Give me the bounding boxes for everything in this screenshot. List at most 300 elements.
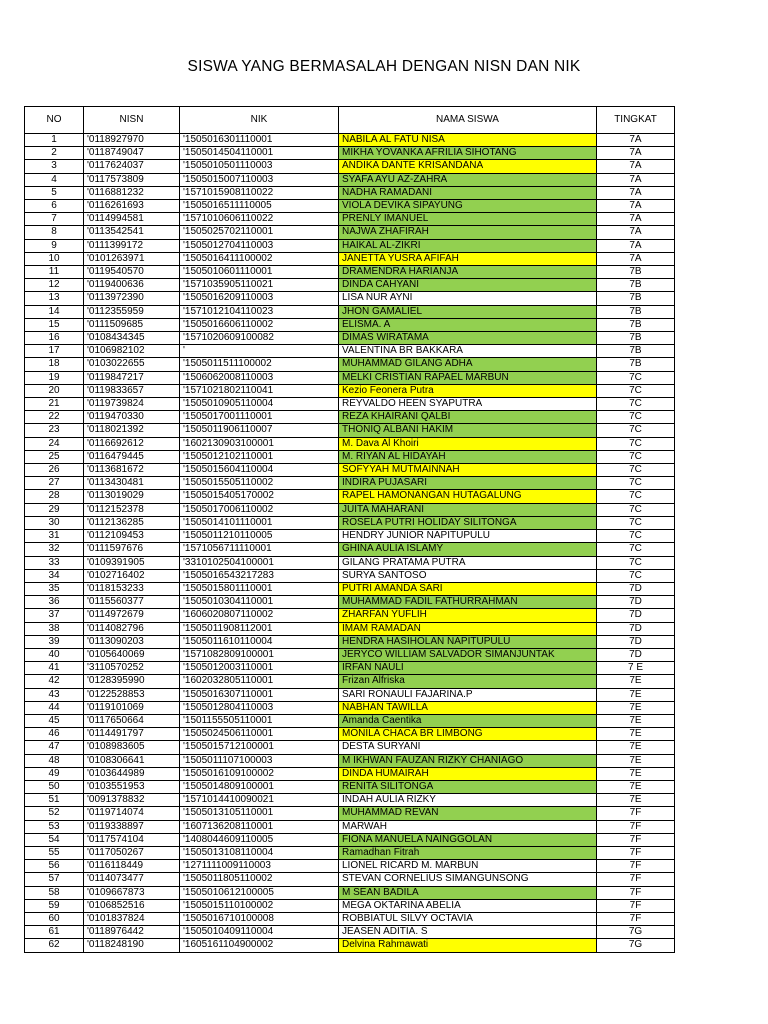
cell-tingkat: 7C bbox=[597, 437, 675, 450]
cell-nisn: '0112355959 bbox=[84, 305, 180, 318]
cell-no: 6 bbox=[25, 200, 84, 213]
table-row bbox=[25, 873, 675, 886]
cell-no: 19 bbox=[25, 371, 84, 384]
cell-tingkat: 7A bbox=[597, 252, 675, 265]
cell-nik: '1571082809100001 bbox=[180, 648, 339, 661]
table-row bbox=[25, 490, 675, 503]
table-row bbox=[25, 516, 675, 529]
cell-nama-siswa: REZA KHAIRANI QALBI bbox=[339, 411, 597, 424]
cell-nik: '1505011908112001 bbox=[180, 622, 339, 635]
cell-nama-siswa: RAPEL HAMONANGAN HUTAGALUNG bbox=[339, 490, 597, 503]
table-row bbox=[25, 398, 675, 411]
cell-nisn: '0113019029 bbox=[84, 490, 180, 503]
cell-nik: '3310102504100001 bbox=[180, 556, 339, 569]
cell-tingkat: 7B bbox=[597, 345, 675, 358]
cell-tingkat: 7 E bbox=[597, 662, 675, 675]
cell-no: 8 bbox=[25, 226, 84, 239]
cell-nik: '1571012104110023 bbox=[180, 305, 339, 318]
cell-tingkat: 7C bbox=[597, 398, 675, 411]
cell-no: 23 bbox=[25, 424, 84, 437]
cell-no: 21 bbox=[25, 398, 84, 411]
cell-tingkat: 7C bbox=[597, 450, 675, 463]
cell-nisn: '0112152378 bbox=[84, 503, 180, 516]
cell-nik: '1505011805110002 bbox=[180, 873, 339, 886]
table-row bbox=[25, 820, 675, 833]
cell-nisn: '0114073477 bbox=[84, 873, 180, 886]
cell-tingkat: 7C bbox=[597, 490, 675, 503]
cell-nama-siswa: NABILA AL FATU NISA bbox=[339, 134, 597, 147]
cell-no: 52 bbox=[25, 807, 84, 820]
cell-nama-siswa: GILANG PRATAMA PUTRA bbox=[339, 556, 597, 569]
cell-nama-siswa: INDIRA PUJASARI bbox=[339, 477, 597, 490]
cell-tingkat: 7B bbox=[597, 358, 675, 371]
cell-nik: '1505015712100001 bbox=[180, 741, 339, 754]
cell-tingkat: 7C bbox=[597, 543, 675, 556]
cell-no: 20 bbox=[25, 384, 84, 397]
cell-nama-siswa: ROSELA PUTRI HOLIDAY SILITONGA bbox=[339, 516, 597, 529]
cell-no: 24 bbox=[25, 437, 84, 450]
cell-nik: '1505016606110002 bbox=[180, 318, 339, 331]
cell-nik: '1505012003110001 bbox=[180, 662, 339, 675]
cell-no: 2 bbox=[25, 147, 84, 160]
cell-nik: '1606020807110002 bbox=[180, 609, 339, 622]
cell-no: 22 bbox=[25, 411, 84, 424]
cell-nama-siswa: PRENLY IMANUEL bbox=[339, 213, 597, 226]
cell-nik: '1505015405170002 bbox=[180, 490, 339, 503]
table-row bbox=[25, 886, 675, 899]
cell-nama-siswa: Frizan Alfriska bbox=[339, 675, 597, 688]
cell-nik: '1505012704110003 bbox=[180, 239, 339, 252]
cell-nik: '1571056711110001 bbox=[180, 543, 339, 556]
cell-nama-siswa: JHON GAMALIEL bbox=[339, 305, 597, 318]
cell-nik: '1505015604110004 bbox=[180, 464, 339, 477]
cell-nama-siswa: REYVALDO HEEN SYAPUTRA bbox=[339, 398, 597, 411]
cell-nik: '1505025702110001 bbox=[180, 226, 339, 239]
cell-no: 14 bbox=[25, 305, 84, 318]
cell-no: 54 bbox=[25, 833, 84, 846]
cell-tingkat: 7C bbox=[597, 477, 675, 490]
cell-nama-siswa: DRAMENDRA HARIANJA bbox=[339, 266, 597, 279]
cell-nik: '1505015110100002 bbox=[180, 899, 339, 912]
cell-nama-siswa: SYAFA AYU AZ-ZAHRA bbox=[339, 173, 597, 186]
cell-nik: '1505011107100003 bbox=[180, 754, 339, 767]
cell-nisn: '0103644989 bbox=[84, 767, 180, 780]
cell-no: 25 bbox=[25, 450, 84, 463]
cell-nama-siswa: Kezio Feonera Putra bbox=[339, 384, 597, 397]
cell-nisn: '0119540570 bbox=[84, 266, 180, 279]
cell-tingkat: 7F bbox=[597, 886, 675, 899]
cell-nama-siswa: ANDIKA DANTE KRISANDANA bbox=[339, 160, 597, 173]
table-row bbox=[25, 688, 675, 701]
cell-nama-siswa: DIMAS WIRATAMA bbox=[339, 332, 597, 345]
cell-nisn: '0117050267 bbox=[84, 846, 180, 859]
cell-no: 61 bbox=[25, 926, 84, 939]
cell-nisn: '0106982102 bbox=[84, 345, 180, 358]
student-table bbox=[24, 106, 675, 953]
cell-nisn: '0111597676 bbox=[84, 543, 180, 556]
cell-no: 45 bbox=[25, 714, 84, 727]
cell-tingkat: 7B bbox=[597, 292, 675, 305]
cell-nama-siswa: FIONA MANUELA NAINGGOLAN bbox=[339, 833, 597, 846]
cell-nisn: '0112136285 bbox=[84, 516, 180, 529]
cell-nik: '1505016307110001 bbox=[180, 688, 339, 701]
cell-no: 57 bbox=[25, 873, 84, 886]
cell-nisn: '0116261693 bbox=[84, 200, 180, 213]
cell-tingkat: 7C bbox=[597, 424, 675, 437]
cell-no: 55 bbox=[25, 846, 84, 859]
cell-nik: '1505016411100002 bbox=[180, 252, 339, 265]
cell-no: 30 bbox=[25, 516, 84, 529]
table-row bbox=[25, 384, 675, 397]
cell-nik: '1607136208110001 bbox=[180, 820, 339, 833]
cell-nisn: '0101263971 bbox=[84, 252, 180, 265]
cell-nama-siswa: ROBBIATUL SILVY OCTAVIA bbox=[339, 912, 597, 925]
table-row bbox=[25, 305, 675, 318]
cell-nisn: '0114994581 bbox=[84, 213, 180, 226]
table-row bbox=[25, 582, 675, 595]
cell-nik: '1605161104900002 bbox=[180, 939, 339, 952]
cell-nama-siswa: ELISMA. A bbox=[339, 318, 597, 331]
cell-tingkat: 7C bbox=[597, 384, 675, 397]
cell-nik: '1505012804110003 bbox=[180, 701, 339, 714]
cell-nisn: '0119470330 bbox=[84, 411, 180, 424]
cell-nik: '1602032805110001 bbox=[180, 675, 339, 688]
cell-no: 47 bbox=[25, 741, 84, 754]
cell-tingkat: 7F bbox=[597, 833, 675, 846]
table-row bbox=[25, 450, 675, 463]
cell-nama-siswa: MUHAMMAD FADIL FATHURRAHMAN bbox=[339, 596, 597, 609]
cell-no: 33 bbox=[25, 556, 84, 569]
cell-nisn: '0118976442 bbox=[84, 926, 180, 939]
cell-no: 62 bbox=[25, 939, 84, 952]
cell-nama-siswa: DESTA SURYANI bbox=[339, 741, 597, 754]
cell-nama-siswa: NAJWA ZHAFIRAH bbox=[339, 226, 597, 239]
cell-nik: '1505015505110002 bbox=[180, 477, 339, 490]
cell-no: 40 bbox=[25, 648, 84, 661]
cell-nik: '1505013108110004 bbox=[180, 846, 339, 859]
cell-tingkat: 7A bbox=[597, 147, 675, 160]
cell-nama-siswa: PUTRI AMANDA SARI bbox=[339, 582, 597, 595]
cell-nama-siswa: M. RIYAN AL HIDAYAH bbox=[339, 450, 597, 463]
cell-tingkat: 7B bbox=[597, 266, 675, 279]
cell-nik: '1505017001110001 bbox=[180, 411, 339, 424]
table-row bbox=[25, 794, 675, 807]
header-tingkat: TINGKAT bbox=[597, 107, 675, 134]
cell-nama-siswa: NABHAN TAWILLA bbox=[339, 701, 597, 714]
cell-nisn: '0106852516 bbox=[84, 899, 180, 912]
header-no: NO bbox=[25, 107, 84, 134]
cell-nisn: '0105640069 bbox=[84, 648, 180, 661]
cell-nik: '1602130903100001 bbox=[180, 437, 339, 450]
cell-nisn: '0117573809 bbox=[84, 173, 180, 186]
cell-nik: '1571015908110022 bbox=[180, 186, 339, 199]
table-row bbox=[25, 662, 675, 675]
cell-nama-siswa: LIONEL RICARD M. MARBUN bbox=[339, 860, 597, 873]
table-row bbox=[25, 424, 675, 437]
cell-no: 7 bbox=[25, 213, 84, 226]
table-row bbox=[25, 741, 675, 754]
cell-nama-siswa: DINDA HUMAIRAH bbox=[339, 767, 597, 780]
cell-nisn: '0114082796 bbox=[84, 622, 180, 635]
cell-no: 29 bbox=[25, 503, 84, 516]
cell-nisn: '0122528853 bbox=[84, 688, 180, 701]
cell-nisn: '3110570252 bbox=[84, 662, 180, 675]
cell-tingkat: 7D bbox=[597, 582, 675, 595]
cell-nama-siswa: JERYCO WILLIAM SALVADOR SIMANJUNTAK bbox=[339, 648, 597, 661]
table-row bbox=[25, 701, 675, 714]
cell-tingkat: 7A bbox=[597, 134, 675, 147]
cell-nama-siswa: THONIQ ALBANI HAKIM bbox=[339, 424, 597, 437]
cell-tingkat: 7C bbox=[597, 516, 675, 529]
cell-nisn: '0112109453 bbox=[84, 530, 180, 543]
cell-nisn: '0119400636 bbox=[84, 279, 180, 292]
cell-no: 3 bbox=[25, 160, 84, 173]
cell-tingkat: 7D bbox=[597, 609, 675, 622]
cell-nisn: '0116692612 bbox=[84, 437, 180, 450]
cell-nama-siswa: Amanda Caentika bbox=[339, 714, 597, 727]
cell-nik: '1505024506110001 bbox=[180, 728, 339, 741]
table-row bbox=[25, 213, 675, 226]
cell-tingkat: 7F bbox=[597, 899, 675, 912]
cell-nama-siswa: M SEAN BADILA bbox=[339, 886, 597, 899]
cell-no: 51 bbox=[25, 794, 84, 807]
table-row bbox=[25, 846, 675, 859]
cell-no: 26 bbox=[25, 464, 84, 477]
cell-nama-siswa: IMAM RAMADAN bbox=[339, 622, 597, 635]
cell-no: 60 bbox=[25, 912, 84, 925]
table-row bbox=[25, 134, 675, 147]
cell-no: 32 bbox=[25, 543, 84, 556]
cell-tingkat: 7C bbox=[597, 371, 675, 384]
cell-nik: '1408044609110005 bbox=[180, 833, 339, 846]
cell-nik: '1505016109100002 bbox=[180, 767, 339, 780]
table-row bbox=[25, 200, 675, 213]
cell-tingkat: 7E bbox=[597, 675, 675, 688]
cell-nama-siswa: DINDA CAHYANI bbox=[339, 279, 597, 292]
cell-nik: '1505015007110003 bbox=[180, 173, 339, 186]
cell-nik: '1505013105110001 bbox=[180, 807, 339, 820]
cell-nama-siswa: SOFYYAH MUTMAINNAH bbox=[339, 464, 597, 477]
cell-tingkat: 7F bbox=[597, 912, 675, 925]
cell-no: 39 bbox=[25, 635, 84, 648]
cell-nama-siswa: HAIKAL AL-ZIKRI bbox=[339, 239, 597, 252]
cell-nik: ' bbox=[180, 345, 339, 358]
cell-nik: '1505016543217283 bbox=[180, 569, 339, 582]
cell-no: 38 bbox=[25, 622, 84, 635]
table-row bbox=[25, 635, 675, 648]
cell-nama-siswa: LISA NUR AYNI bbox=[339, 292, 597, 305]
table-row bbox=[25, 292, 675, 305]
cell-nama-siswa: Ramadhan Fitrah bbox=[339, 846, 597, 859]
cell-nama-siswa: RENITA SILITONGA bbox=[339, 780, 597, 793]
table-row bbox=[25, 252, 675, 265]
cell-no: 53 bbox=[25, 820, 84, 833]
table-row bbox=[25, 833, 675, 846]
table-row bbox=[25, 239, 675, 252]
cell-nama-siswa: VIOLA DEVIKA SIPAYUNG bbox=[339, 200, 597, 213]
cell-tingkat: 7F bbox=[597, 860, 675, 873]
cell-tingkat: 7F bbox=[597, 807, 675, 820]
cell-nisn: '0108306641 bbox=[84, 754, 180, 767]
table-row bbox=[25, 186, 675, 199]
cell-no: 56 bbox=[25, 860, 84, 873]
table-row bbox=[25, 371, 675, 384]
cell-tingkat: 7C bbox=[597, 464, 675, 477]
cell-no: 59 bbox=[25, 899, 84, 912]
cell-nisn: '0113430481 bbox=[84, 477, 180, 490]
table-row bbox=[25, 147, 675, 160]
cell-tingkat: 7B bbox=[597, 279, 675, 292]
cell-nik: '1571010606110022 bbox=[180, 213, 339, 226]
cell-no: 5 bbox=[25, 186, 84, 199]
table-row bbox=[25, 332, 675, 345]
cell-no: 42 bbox=[25, 675, 84, 688]
cell-no: 12 bbox=[25, 279, 84, 292]
table-row bbox=[25, 860, 675, 873]
cell-nik: '1505014101110001 bbox=[180, 516, 339, 529]
cell-nik: '1571014410090021 bbox=[180, 794, 339, 807]
header-nama-siswa: NAMA SISWA bbox=[339, 107, 597, 134]
cell-nisn: '0119714074 bbox=[84, 807, 180, 820]
table-row bbox=[25, 226, 675, 239]
cell-nik: '1571020609100082 bbox=[180, 332, 339, 345]
cell-tingkat: 7A bbox=[597, 200, 675, 213]
cell-no: 44 bbox=[25, 701, 84, 714]
cell-nisn: '0119833657 bbox=[84, 384, 180, 397]
cell-nik: '1505011511100002 bbox=[180, 358, 339, 371]
table-row bbox=[25, 279, 675, 292]
cell-nisn: '0116479445 bbox=[84, 450, 180, 463]
cell-nisn: '0091378832 bbox=[84, 794, 180, 807]
cell-no: 49 bbox=[25, 767, 84, 780]
cell-tingkat: 7D bbox=[597, 596, 675, 609]
cell-tingkat: 7D bbox=[597, 635, 675, 648]
table-row bbox=[25, 160, 675, 173]
cell-no: 11 bbox=[25, 266, 84, 279]
cell-nisn: '0111399172 bbox=[84, 239, 180, 252]
cell-tingkat: 7C bbox=[597, 556, 675, 569]
cell-nisn: '0119847217 bbox=[84, 371, 180, 384]
header-nisn: NISN bbox=[84, 107, 180, 134]
cell-tingkat: 7B bbox=[597, 318, 675, 331]
table-row bbox=[25, 926, 675, 939]
cell-no: 36 bbox=[25, 596, 84, 609]
cell-tingkat: 7G bbox=[597, 939, 675, 952]
cell-nisn: '0108434345 bbox=[84, 332, 180, 345]
cell-nisn: '0119101069 bbox=[84, 701, 180, 714]
cell-nama-siswa: INDAH AULIA RIZKY bbox=[339, 794, 597, 807]
cell-nisn: '0108983605 bbox=[84, 741, 180, 754]
cell-tingkat: 7D bbox=[597, 622, 675, 635]
cell-nik: '1505011610110004 bbox=[180, 635, 339, 648]
cell-tingkat: 7C bbox=[597, 530, 675, 543]
cell-nama-siswa: M. Dava Al Khoiri bbox=[339, 437, 597, 450]
cell-nik: '1506062008110003 bbox=[180, 371, 339, 384]
table-row bbox=[25, 477, 675, 490]
table-row bbox=[25, 754, 675, 767]
cell-no: 4 bbox=[25, 173, 84, 186]
table-row bbox=[25, 437, 675, 450]
cell-nik: '1505012102110001 bbox=[180, 450, 339, 463]
cell-tingkat: 7F bbox=[597, 820, 675, 833]
table-row bbox=[25, 728, 675, 741]
cell-tingkat: 7F bbox=[597, 873, 675, 886]
cell-tingkat: 7C bbox=[597, 503, 675, 516]
cell-nama-siswa: IRFAN NAULI bbox=[339, 662, 597, 675]
cell-no: 18 bbox=[25, 358, 84, 371]
cell-nik: '1505016710100008 bbox=[180, 912, 339, 925]
cell-nik: '1505010304110001 bbox=[180, 596, 339, 609]
cell-nama-siswa: MELKI CRISTIAN RAPAEL MARBUN bbox=[339, 371, 597, 384]
cell-nama-siswa: MARWAH bbox=[339, 820, 597, 833]
cell-tingkat: 7A bbox=[597, 160, 675, 173]
cell-no: 1 bbox=[25, 134, 84, 147]
cell-nik: '1501155505110001 bbox=[180, 714, 339, 727]
cell-tingkat: 7D bbox=[597, 648, 675, 661]
cell-nisn: '0116118449 bbox=[84, 860, 180, 873]
table-row bbox=[25, 939, 675, 952]
cell-tingkat: 7E bbox=[597, 741, 675, 754]
cell-nisn: '0117650664 bbox=[84, 714, 180, 727]
cell-nisn: '0114491797 bbox=[84, 728, 180, 741]
cell-nisn: '0119338897 bbox=[84, 820, 180, 833]
cell-tingkat: 7A bbox=[597, 239, 675, 252]
cell-nisn: '0119739824 bbox=[84, 398, 180, 411]
cell-nama-siswa: MIKHA YOVANKA AFRILIA SIHOTANG bbox=[339, 147, 597, 160]
cell-nisn: '0109667873 bbox=[84, 886, 180, 899]
cell-nisn: '0113972390 bbox=[84, 292, 180, 305]
cell-nisn: '0117574104 bbox=[84, 833, 180, 846]
document-title: SISWA YANG BERMASALAH DENGAN NISN DAN NIK bbox=[187, 58, 581, 75]
cell-nik: '1505011210110005 bbox=[180, 530, 339, 543]
cell-tingkat: 7A bbox=[597, 186, 675, 199]
table-body bbox=[25, 134, 675, 953]
cell-nik: '1571035905110021 bbox=[180, 279, 339, 292]
table-row bbox=[25, 464, 675, 477]
cell-nisn: '0117624037 bbox=[84, 160, 180, 173]
table-row bbox=[25, 173, 675, 186]
cell-nisn: '0118749047 bbox=[84, 147, 180, 160]
table-header-row bbox=[25, 107, 675, 134]
cell-nama-siswa: HENDRY JUNIOR NAPITUPULU bbox=[339, 530, 597, 543]
table-row bbox=[25, 780, 675, 793]
table-row bbox=[25, 318, 675, 331]
table-row bbox=[25, 622, 675, 635]
cell-nama-siswa: MONILA CHACA BR LIMBONG bbox=[339, 728, 597, 741]
cell-nisn: '0114972679 bbox=[84, 609, 180, 622]
table-row bbox=[25, 569, 675, 582]
cell-nik: '1505010612100005 bbox=[180, 886, 339, 899]
cell-nama-siswa: SARI RONAULI FAJARINA.P bbox=[339, 688, 597, 701]
table-row bbox=[25, 807, 675, 820]
cell-no: 16 bbox=[25, 332, 84, 345]
cell-nik: '1505015801110001 bbox=[180, 582, 339, 595]
cell-tingkat: 7F bbox=[597, 846, 675, 859]
cell-no: 50 bbox=[25, 780, 84, 793]
table-row bbox=[25, 530, 675, 543]
cell-nama-siswa: VALENTINA BR BAKKARA bbox=[339, 345, 597, 358]
cell-no: 41 bbox=[25, 662, 84, 675]
table-row bbox=[25, 266, 675, 279]
cell-tingkat: 7B bbox=[597, 305, 675, 318]
cell-nama-siswa: ZHARFAN YUFLIH bbox=[339, 609, 597, 622]
header-nik: NIK bbox=[180, 107, 339, 134]
cell-nik: '1505016511110005 bbox=[180, 200, 339, 213]
cell-nama-siswa: GHINA AULIA ISLAMY bbox=[339, 543, 597, 556]
cell-nama-siswa: JUITA MAHARANI bbox=[339, 503, 597, 516]
cell-nama-siswa: MUHAMMAD REVAN bbox=[339, 807, 597, 820]
cell-nisn: '0118021392 bbox=[84, 424, 180, 437]
